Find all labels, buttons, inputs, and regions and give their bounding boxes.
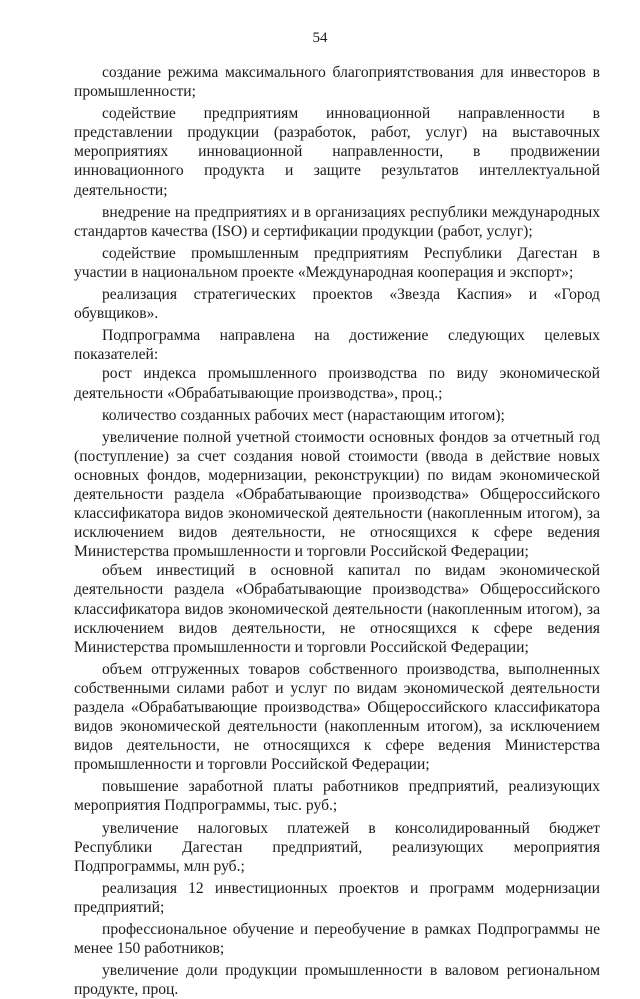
paragraph-shipped-goods: объем отгруженных товаров собственного производства, выполненных собственными силами работ и услуг по видам экономической деятельности раздела «Обрабатывающие производства» Общероссийского классификатора видов экономической деятельности (накопленным итогом), за исключением видов деятельности, не относящихся к сфере ведения Министерства промышленности и торговли Российской Федерации;	[74, 660, 600, 774]
document-body	[74, 63, 600, 999]
paragraph-salary-increase: повышение заработной платы работников предприятий, реализующих мероприятия Подпрограммы, тыс. руб.;	[74, 778, 600, 815]
page-number: 54	[312, 30, 328, 46]
paragraph-iso-standards: внедрение на предприятиях и в организациях республики международных стандартов качества (ISO) и сертификации продукции (работ, услуг);	[74, 203, 600, 240]
paragraph-innovation-support: содействие предприятиям инновационной направленности в представлении продукции (разработок, работ, услуг) на выставочных мероприятиях инновационной направленности, в продвижении инновационного продукта и защите результатов интеллектуальной деятельности;	[74, 105, 600, 199]
paragraph-investors: создание режима максимального благоприятствования для инвесторов в промышленности;	[74, 64, 600, 101]
paragraph-strategic-projects: реализация стратегических проектов «Звезда Каспия» и «Город обувщиков».	[74, 286, 600, 323]
paragraph-training: профессиональное обучение и переобучение в рамках Подпрограммы не менее 150 работников;	[74, 921, 600, 958]
paragraph-tax-payments: увеличение налоговых платежей в консолидированный бюджет Республики Дагестан предприятий, реализующих мероприятия Подпрограммы, млн руб.;	[74, 819, 600, 875]
paragraph-national-project: содействие промышленным предприятиям Республики Дагестан в участии в национальном проекте «Международная кооперация и экспорт»;	[74, 244, 600, 281]
paragraph-investment-projects: реализация 12 инвестиционных проектов и программ модернизации предприятий;	[74, 879, 600, 916]
paragraph-jobs-created: количество созданных рабочих мест (нарастающим итогом);	[102, 406, 505, 424]
paragraph-production-index: рост индекса промышленного производства по виду экономической деятельности «Обрабатывающие производства», проц.;	[74, 365, 600, 402]
paragraph-grp-share: увеличение доли продукции промышленности в валовом региональном продукте, проц.	[74, 962, 600, 999]
paragraph-targets-intro: Подпрограмма направлена на достижение следующих целевых показателей:	[74, 327, 600, 364]
paragraph-investments: объем инвестиций в основной капитал по видам экономической деятельности раздела «Обрабатывающие производства» Общероссийского классификатора видов экономической деятельности (накопленным итогом), за исключением видов деятельности, не относящихся к сфере ведения Министерства промышленности и торговли Российской Федерации;	[74, 562, 600, 656]
paragraph-fixed-assets: увеличение полной учетной стоимости основных фондов за отчетный год (поступление) за счет создания новой стоимости (ввода в действие новых основных фондов, модернизации, реконструкции) по видам экономической деятельности раздела «Обрабатывающие производства» Общероссийского классификатора видов экономической деятельности (накопленным итогом), за исключением видов деятельности, не относящихся к сфере ведения Министерства промышленности и торговли Российской Федерации;	[74, 428, 600, 561]
